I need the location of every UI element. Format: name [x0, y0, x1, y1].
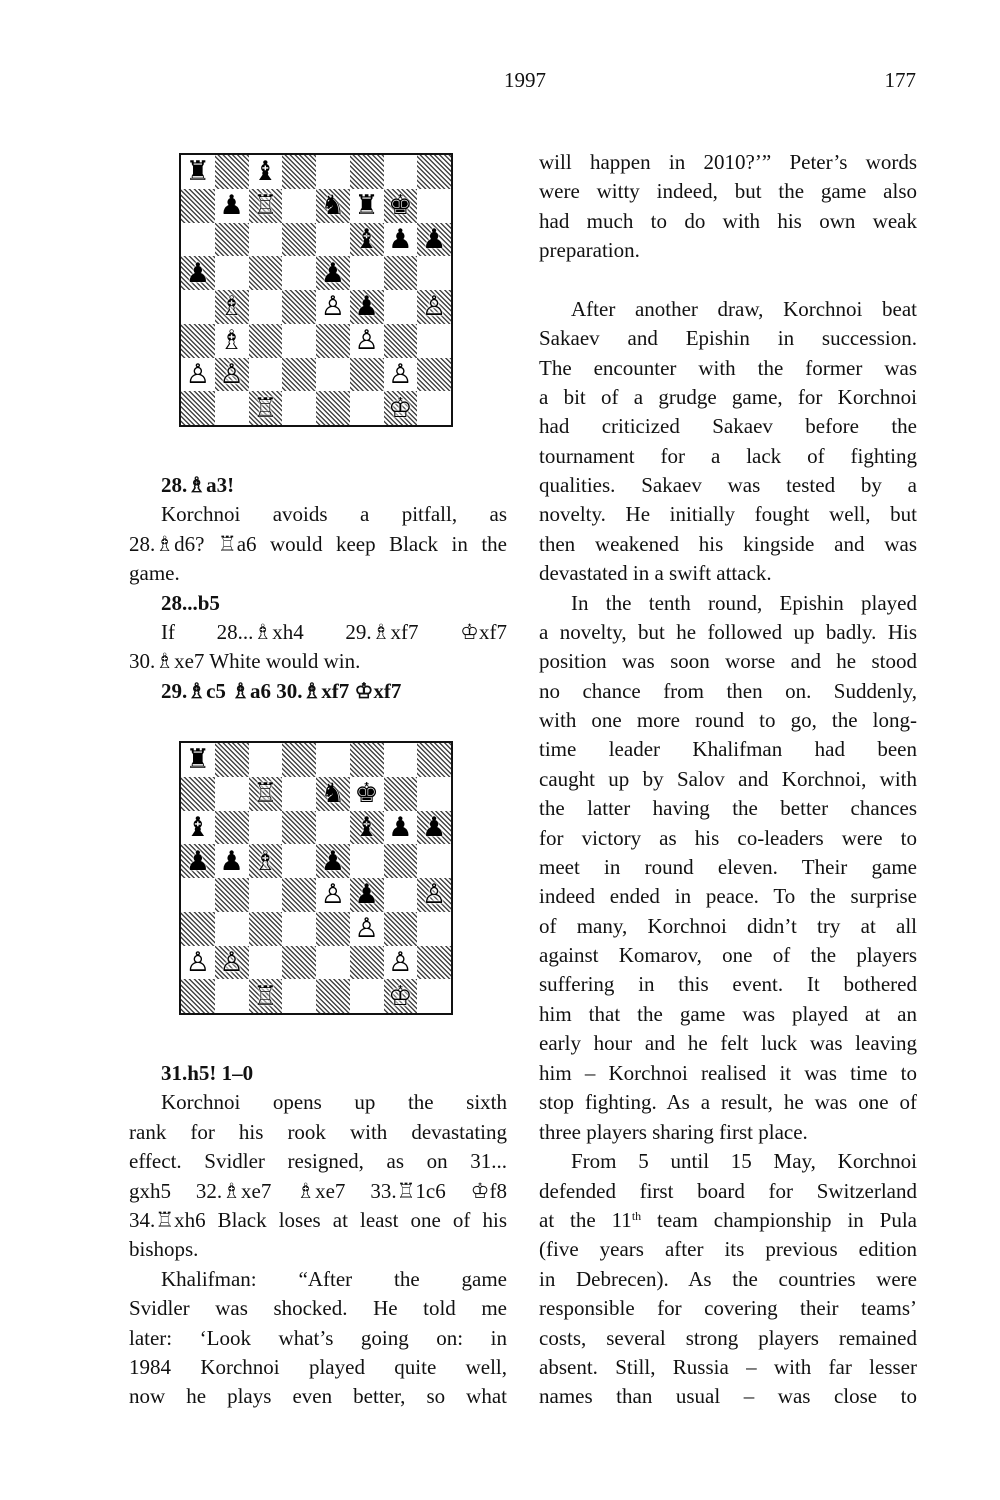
square-b5	[215, 844, 249, 878]
text-line: meet in round eleven. Their game	[539, 855, 917, 879]
square-b1	[215, 391, 249, 425]
square-f4	[350, 290, 384, 324]
white-rook-icon: ♖	[253, 190, 278, 222]
square-b7	[215, 777, 249, 811]
square-d6	[282, 811, 316, 845]
square-g7	[384, 777, 418, 811]
square-a8	[181, 743, 215, 777]
square-a2	[181, 358, 215, 392]
square-e4	[316, 878, 350, 912]
square-g2	[384, 358, 418, 392]
square-e7	[316, 189, 350, 223]
text-line: against Komarov, one of the players	[539, 943, 917, 967]
square-d2	[282, 946, 316, 980]
text-line: indeed ended in peace. To the surprise	[539, 884, 917, 908]
square-h4	[417, 290, 451, 324]
square-d5	[282, 256, 316, 290]
text-line: were witty indeed, but the game also	[539, 179, 917, 203]
square-b2	[215, 358, 249, 392]
square-d3	[282, 324, 316, 358]
square-c2	[249, 358, 283, 392]
white-bishop-icon: ♗	[219, 291, 244, 323]
square-a5	[181, 256, 215, 290]
text-line: later: ‘Look what’s going on: in	[129, 1326, 507, 1350]
square-a7	[181, 777, 215, 811]
text-line: rank for his rook with devastating	[129, 1120, 507, 1144]
white-pawn-icon: ♙	[320, 291, 345, 323]
text-line: for victory as his co-leaders were to	[539, 826, 917, 850]
square-d1	[282, 391, 316, 425]
text-line: had criticized Sakaev before the	[539, 414, 917, 438]
square-f2	[350, 358, 384, 392]
text-line: devastated in a swift attack.	[539, 561, 772, 585]
text-line	[539, 1205, 917, 1235]
text-line: stop fighting. As a result, he was one of	[539, 1090, 917, 1114]
square-g2	[384, 946, 418, 980]
square-d5	[282, 844, 316, 878]
white-rook-icon: ♖	[253, 980, 278, 1012]
text-line: early hour and he felt luck was leaving	[539, 1031, 917, 1055]
square-c8	[249, 743, 283, 777]
text-line: Sakaev and Epishin in succession.	[539, 326, 917, 350]
black-king-icon: ♚	[388, 190, 413, 222]
black-pawn-icon: ♟	[388, 223, 413, 255]
square-g1	[384, 391, 418, 425]
chess-diagram-2	[179, 741, 453, 1015]
white-bishop-icon: ♗	[253, 845, 278, 877]
chess-diagram-1	[179, 153, 453, 427]
square-d1	[282, 979, 316, 1013]
square-c6	[249, 223, 283, 257]
square-a4	[181, 878, 215, 912]
text-line: bishops.	[129, 1237, 199, 1261]
text-line: of many, Korchnoi didn’t try at all	[539, 914, 917, 938]
text-line: If 28...♗xh4 29.♗xf7 ♔xf7	[161, 620, 507, 644]
square-f1	[350, 391, 384, 425]
text-line: The encounter with the former was	[539, 356, 917, 380]
black-pawn-icon: ♟	[354, 291, 379, 323]
square-f6	[350, 811, 384, 845]
square-f5	[350, 256, 384, 290]
text-line: no chance from then on. Suddenly,	[539, 679, 917, 703]
square-d6	[282, 223, 316, 257]
black-bishop-icon: ♝	[354, 811, 379, 843]
square-h6	[417, 811, 451, 845]
white-pawn-icon: ♙	[354, 325, 379, 357]
text-line: 30.♗xe7 White would win.	[129, 649, 361, 673]
square-a1	[181, 391, 215, 425]
text-line: game.	[129, 561, 180, 585]
square-h8	[417, 743, 451, 777]
square-c3	[249, 912, 283, 946]
square-a8	[181, 155, 215, 189]
text-line: gxh5 32.♗xe7 ♗xe7 33.♖1c6 ♔f8	[129, 1179, 507, 1203]
text-line: In the tenth round, Epishin played	[571, 591, 917, 615]
text-line: time leader Khalifman had been	[539, 737, 917, 761]
black-knight-icon: ♞	[320, 778, 345, 810]
move-text: 28.♗a3!	[161, 473, 235, 497]
square-c7	[249, 189, 283, 223]
black-king-icon: ♚	[354, 778, 379, 810]
text-line: qualities. Sakaev was tested by a	[539, 473, 917, 497]
text-line: him – Korchnoi realised it was time to	[539, 1061, 917, 1085]
square-f7	[350, 777, 384, 811]
square-e1	[316, 391, 350, 425]
square-b6	[215, 223, 249, 257]
text-line: defended first board for Switzerland	[539, 1179, 917, 1203]
text-line: caught up by Salov and Korchnoi, with	[539, 767, 917, 791]
text-line: tournament for a lack of fighting	[539, 444, 917, 468]
text-line: a novelty, but he followed up badly. His	[539, 620, 917, 644]
square-d7	[282, 777, 316, 811]
text-line: preparation.	[539, 238, 640, 262]
text-line: (five years after its previous edition	[539, 1237, 917, 1261]
square-g8	[384, 743, 418, 777]
square-b4	[215, 878, 249, 912]
square-b2	[215, 946, 249, 980]
square-a5	[181, 844, 215, 878]
text-line: a bit of a grudge game, for Korchnoi	[539, 385, 917, 409]
square-a2	[181, 946, 215, 980]
white-pawn-icon: ♙	[219, 358, 244, 390]
square-h1	[417, 391, 451, 425]
text-line: Svidler was shocked. He told me	[129, 1296, 507, 1320]
white-rook-icon: ♖	[253, 778, 278, 810]
text-line: Korchnoi avoids a pitfall, as	[161, 502, 507, 526]
square-h6	[417, 223, 451, 257]
text-line: him that the game was played at an	[539, 1002, 917, 1026]
black-pawn-icon: ♟	[320, 257, 345, 289]
square-f1	[350, 979, 384, 1013]
text-line: costs, several strong players remained	[539, 1326, 917, 1350]
text-fragment: team championship in Pula	[641, 1208, 918, 1232]
square-b6	[215, 811, 249, 845]
square-f5	[350, 844, 384, 878]
square-a6	[181, 223, 215, 257]
square-a4	[181, 290, 215, 324]
white-bishop-icon: ♗	[219, 325, 244, 357]
square-d2	[282, 358, 316, 392]
white-king-icon: ♔	[388, 980, 413, 1012]
square-b8	[215, 743, 249, 777]
move-heading-28b: 28...b5	[161, 591, 220, 615]
text-line: with one more round to go, the long-	[539, 708, 917, 732]
text-line: suffering in this event. It bothered	[539, 972, 917, 996]
square-h1	[417, 979, 451, 1013]
text-line: 34.♖xh6 Black loses at least one of his	[129, 1208, 507, 1232]
text-line: the latter having the better chances	[539, 796, 917, 820]
square-b3	[215, 324, 249, 358]
square-d8	[282, 743, 316, 777]
square-e7	[316, 777, 350, 811]
square-e6	[316, 811, 350, 845]
text-line: absent. Still, Russia – with far lesser	[539, 1355, 917, 1379]
black-pawn-icon: ♟	[185, 845, 210, 877]
square-h8	[417, 155, 451, 189]
black-pawn-icon: ♟	[185, 257, 210, 289]
square-c8	[249, 155, 283, 189]
ordinal-suffix: th	[631, 1209, 642, 1223]
text-line: From 5 until 15 May, Korchnoi	[571, 1149, 917, 1173]
square-d3	[282, 912, 316, 946]
square-b3	[215, 912, 249, 946]
white-pawn-icon: ♙	[388, 946, 413, 978]
square-e3	[316, 324, 350, 358]
text-line: After another draw, Korchnoi beat	[571, 297, 917, 321]
square-a6	[181, 811, 215, 845]
square-c6	[249, 811, 283, 845]
square-c5	[249, 256, 283, 290]
square-g7	[384, 189, 418, 223]
black-bishop-icon: ♝	[354, 223, 379, 255]
square-d4	[282, 878, 316, 912]
text-line: had much to do with his own weak	[539, 209, 917, 233]
white-pawn-icon: ♙	[185, 946, 210, 978]
square-e2	[316, 358, 350, 392]
square-f3	[350, 324, 384, 358]
square-g6	[384, 811, 418, 845]
black-pawn-icon: ♟	[422, 811, 447, 843]
square-c7	[249, 777, 283, 811]
square-g3	[384, 324, 418, 358]
square-f4	[350, 878, 384, 912]
square-e4	[316, 290, 350, 324]
square-h2	[417, 946, 451, 980]
square-c1	[249, 979, 283, 1013]
white-pawn-icon: ♙	[185, 358, 210, 390]
square-f8	[350, 743, 384, 777]
square-h5	[417, 256, 451, 290]
text-line: three players sharing first place.	[539, 1120, 808, 1144]
square-b8	[215, 155, 249, 189]
text-line: then weakened his kingside and was	[539, 532, 917, 556]
square-f7	[350, 189, 384, 223]
black-rook-icon: ♜	[185, 156, 210, 188]
page-number: 177	[884, 68, 916, 92]
text-line: position was soon worse and he stood	[539, 649, 917, 673]
square-g8	[384, 155, 418, 189]
black-pawn-icon: ♟	[422, 223, 447, 255]
square-e5	[316, 256, 350, 290]
square-c4	[249, 290, 283, 324]
white-pawn-icon: ♙	[422, 879, 447, 911]
square-g5	[384, 844, 418, 878]
square-h4	[417, 878, 451, 912]
square-c2	[249, 946, 283, 980]
text-line: names than usual – was close to	[539, 1384, 917, 1408]
square-g4	[384, 878, 418, 912]
square-b1	[215, 979, 249, 1013]
square-b7	[215, 189, 249, 223]
square-f2	[350, 946, 384, 980]
square-g3	[384, 912, 418, 946]
text-line: Khalifman: “After the game	[161, 1267, 507, 1291]
black-bishop-icon: ♝	[185, 811, 210, 843]
text-line: now he plays even better, so what	[129, 1384, 507, 1408]
running-header-year: 1997	[504, 68, 546, 92]
square-a3	[181, 912, 215, 946]
square-e8	[316, 743, 350, 777]
square-c5	[249, 844, 283, 878]
square-h3	[417, 324, 451, 358]
square-h2	[417, 358, 451, 392]
text-line: 1984 Korchnoi played quite well,	[129, 1355, 507, 1379]
square-d8	[282, 155, 316, 189]
square-h3	[417, 912, 451, 946]
square-g6	[384, 223, 418, 257]
white-rook-icon: ♖	[253, 392, 278, 424]
black-pawn-icon: ♟	[320, 845, 345, 877]
move-heading-31: 31.h5! 1–0	[161, 1061, 254, 1085]
black-pawn-icon: ♟	[219, 190, 244, 222]
black-bishop-icon: ♝	[253, 156, 278, 188]
square-c3	[249, 324, 283, 358]
white-pawn-icon: ♙	[219, 946, 244, 978]
white-pawn-icon: ♙	[388, 358, 413, 390]
square-b5	[215, 256, 249, 290]
square-e6	[316, 223, 350, 257]
text-line: in Debrecen). As the countries were	[539, 1267, 917, 1291]
text-line: will happen in 2010?’” Peter’s words	[539, 150, 917, 174]
square-e3	[316, 912, 350, 946]
white-pawn-icon: ♙	[320, 879, 345, 911]
text-line: Korchnoi opens up the sixth	[161, 1090, 507, 1114]
square-a7	[181, 189, 215, 223]
square-e8	[316, 155, 350, 189]
square-h5	[417, 844, 451, 878]
white-pawn-icon: ♙	[422, 291, 447, 323]
square-f6	[350, 223, 384, 257]
square-g1	[384, 979, 418, 1013]
black-rook-icon: ♜	[354, 190, 379, 222]
move-heading-29: 29.♗c5 ♗a6 30.♗xf7 ♔xf7	[161, 679, 402, 703]
white-king-icon: ♔	[388, 392, 413, 424]
square-d7	[282, 189, 316, 223]
square-e1	[316, 979, 350, 1013]
text-fragment: at the 11	[539, 1208, 632, 1232]
text-line: effect. Svidler resigned, as on 31...	[129, 1149, 507, 1173]
square-h7	[417, 777, 451, 811]
square-e2	[316, 946, 350, 980]
text-line: novelty. He initially fought well, but	[539, 502, 917, 526]
black-pawn-icon: ♟	[219, 845, 244, 877]
square-c1	[249, 391, 283, 425]
square-a3	[181, 324, 215, 358]
black-pawn-icon: ♟	[388, 811, 413, 843]
square-h7	[417, 189, 451, 223]
black-knight-icon: ♞	[320, 190, 345, 222]
text-line: 28.♗d6? ♖a6 would keep Black in the	[129, 532, 507, 556]
square-e5	[316, 844, 350, 878]
square-c4	[249, 878, 283, 912]
square-f3	[350, 912, 384, 946]
square-a1	[181, 979, 215, 1013]
square-g4	[384, 290, 418, 324]
black-rook-icon: ♜	[185, 744, 210, 776]
square-d4	[282, 290, 316, 324]
square-b4	[215, 290, 249, 324]
black-pawn-icon: ♟	[354, 879, 379, 911]
square-g5	[384, 256, 418, 290]
move-heading-28	[161, 470, 507, 500]
text-line: responsible for covering their teams’	[539, 1296, 917, 1320]
square-f8	[350, 155, 384, 189]
white-pawn-icon: ♙	[354, 913, 379, 945]
